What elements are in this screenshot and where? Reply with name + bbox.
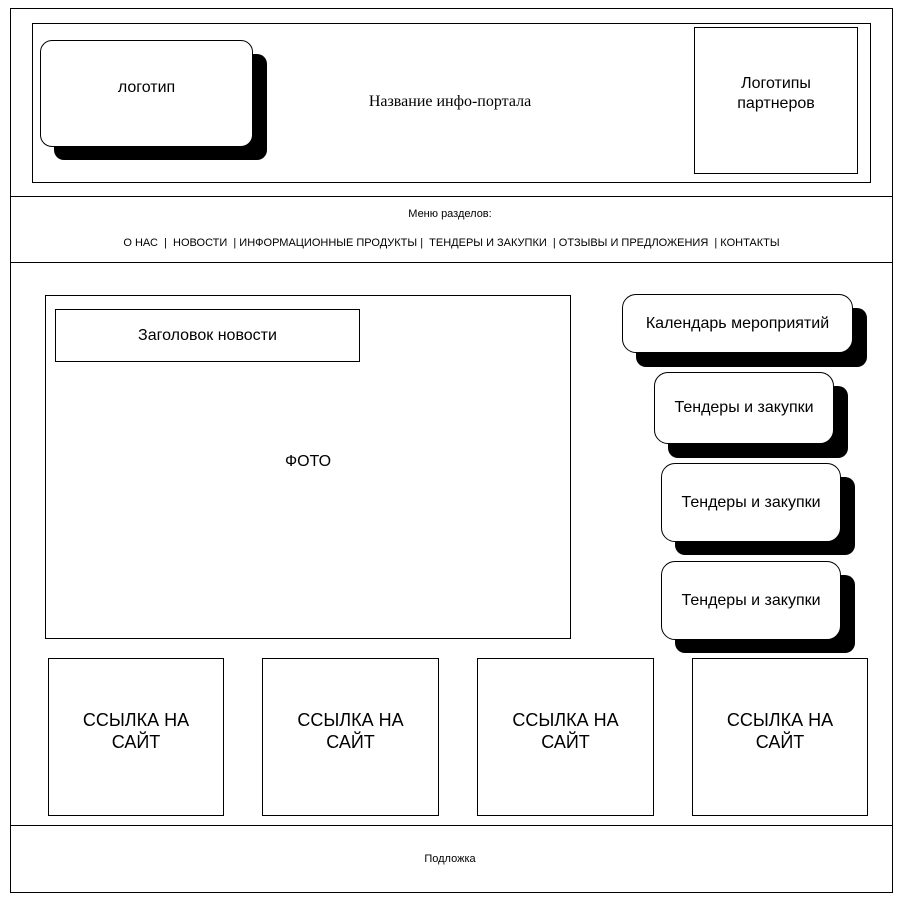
news-title-box[interactable] bbox=[55, 309, 360, 362]
site-link-box[interactable] bbox=[692, 658, 868, 816]
site-link-label: ССЫЛКА НА САЙТ bbox=[726, 710, 834, 752]
menu-divider bbox=[10, 262, 893, 263]
tenders-block[interactable] bbox=[654, 372, 834, 444]
site-link-label: ССЫЛКА НА САЙТ bbox=[512, 710, 619, 752]
footer-label: Подложка bbox=[424, 853, 476, 865]
header-divider bbox=[10, 196, 893, 197]
tenders-block[interactable] bbox=[661, 463, 841, 542]
footer-divider bbox=[10, 825, 893, 826]
tenders-block[interactable] bbox=[661, 561, 841, 640]
calendar-block[interactable] bbox=[622, 294, 853, 353]
partners-logos-box[interactable] bbox=[694, 27, 858, 174]
news-title: Заголовок новости bbox=[138, 326, 277, 344]
side-block-label: Календарь мероприятий bbox=[645, 314, 830, 332]
menu-items[interactable]: О НАС | НОВОСТИ | ИНФОРМАЦИОННЫЕ ПРОДУКТЫ | ТЕНДЕРЫ И ЗАКУПКИ | ОТЗЫВЫ И ПРЕДЛОЖЕНИЯ | КОНТАКТЫ bbox=[123, 237, 780, 249]
logo-box[interactable] bbox=[40, 40, 253, 147]
site-link-label: ССЫЛКА НА САЙТ bbox=[297, 710, 404, 752]
side-block-label: Тендеры и закупки bbox=[681, 493, 821, 511]
portal-title: Название инфо-портала bbox=[368, 93, 532, 110]
photo-label: ФОТО bbox=[284, 453, 332, 470]
logo-label: логотип bbox=[117, 78, 176, 96]
partners-label: Логотипы партнеров bbox=[737, 74, 815, 112]
site-link-box[interactable] bbox=[477, 658, 654, 816]
menu-caption: Меню разделов: bbox=[408, 208, 492, 220]
side-block-label: Тендеры и закупки bbox=[681, 591, 821, 609]
side-block-label: Тендеры и закупки bbox=[674, 399, 814, 416]
site-link-box[interactable] bbox=[48, 658, 224, 816]
site-link-box[interactable] bbox=[262, 658, 439, 816]
site-link-label: ССЫЛКА НА САЙТ bbox=[82, 710, 190, 752]
